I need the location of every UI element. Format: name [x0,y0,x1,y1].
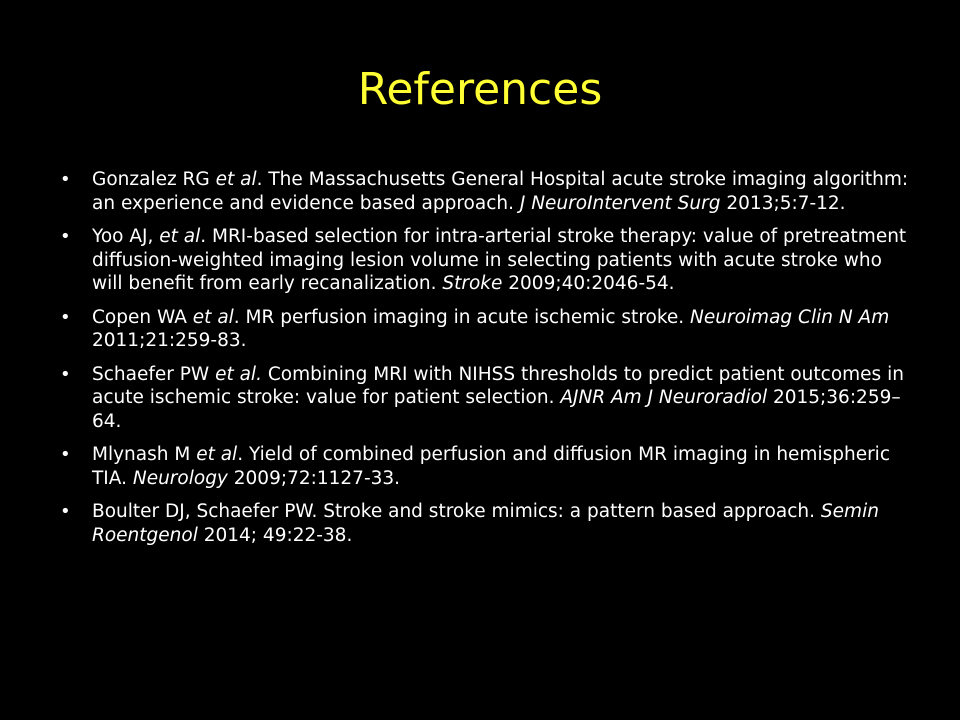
reference-citation: 2015;36:259–64. [92,387,901,432]
reference-authors: Copen WA [92,306,193,328]
reference-citation: 2014; 49:22-38. [197,524,353,546]
reference-authors: Boulter DJ, Schaefer PW [92,501,312,522]
reference-journal: Neuroimag Clin N Am [690,306,890,328]
reference-journal: Stroke [442,273,503,294]
reference-text: . Yield of combined perfusion and diffusion MR imaging in hemispheric TIA. [92,444,890,489]
reference-etal: et al. [215,363,262,385]
reference-etal: et al [196,444,238,465]
slide-title: References [357,64,603,115]
reference-etal: et al [215,169,257,190]
reference-item [60,306,912,353]
reference-text: . The Massachusetts General Hospital acute stroke imaging algorithm: an experience and evidence based approach. [92,169,909,214]
reference-item [60,168,912,215]
reference-citation: 2013;5:7-12. [720,192,846,214]
bullet-icon: • [60,444,71,465]
reference-list [60,168,912,557]
bullet-icon: • [60,306,71,328]
reference-text: . Stroke and stroke mimics: a pattern based approach. [311,501,821,522]
reference-text: . MRI-based selection for intra-arterial stroke therapy: value of pretreatment diffusion-weighted imaging lesion volume in selecting patients with acute stroke who will benefit from early recanalization. [92,226,907,294]
reference-item [60,225,912,296]
reference-item [60,363,912,434]
reference-etal: et al [159,226,201,247]
bullet-icon: • [60,169,71,190]
reference-authors: Schaefer PW [92,363,216,385]
reference-item [60,443,912,490]
reference-citation: 2009;40:2046-54. [502,273,675,294]
reference-etal: et al [192,306,234,328]
reference-journal: Neurology [132,467,228,489]
reference-journal: AJNR Am J Neuroradiol [560,387,768,408]
reference-text: Combining MRI with NIHSS thresholds to predict patient outcomes in acute ischemic stroke: value for patient selection. [92,363,904,408]
reference-citation: 2009;72:1127-33. [227,467,401,489]
reference-authors: Yoo AJ, [92,226,160,247]
reference-item [60,500,912,547]
reference-journal: J NeuroIntervent Surg [519,192,721,214]
bullet-icon: • [60,501,71,522]
reference-journal: Semin Roentgenol [92,501,879,546]
reference-authors: Mlynash M [92,444,197,465]
bullet-icon: • [60,363,71,385]
bullet-icon: • [60,226,71,247]
reference-text: . MR perfusion imaging in acute ischemic stroke. [233,306,691,328]
reference-authors: Gonzalez RG [92,169,216,190]
reference-citation: 2011;21:259-83. [92,330,247,351]
